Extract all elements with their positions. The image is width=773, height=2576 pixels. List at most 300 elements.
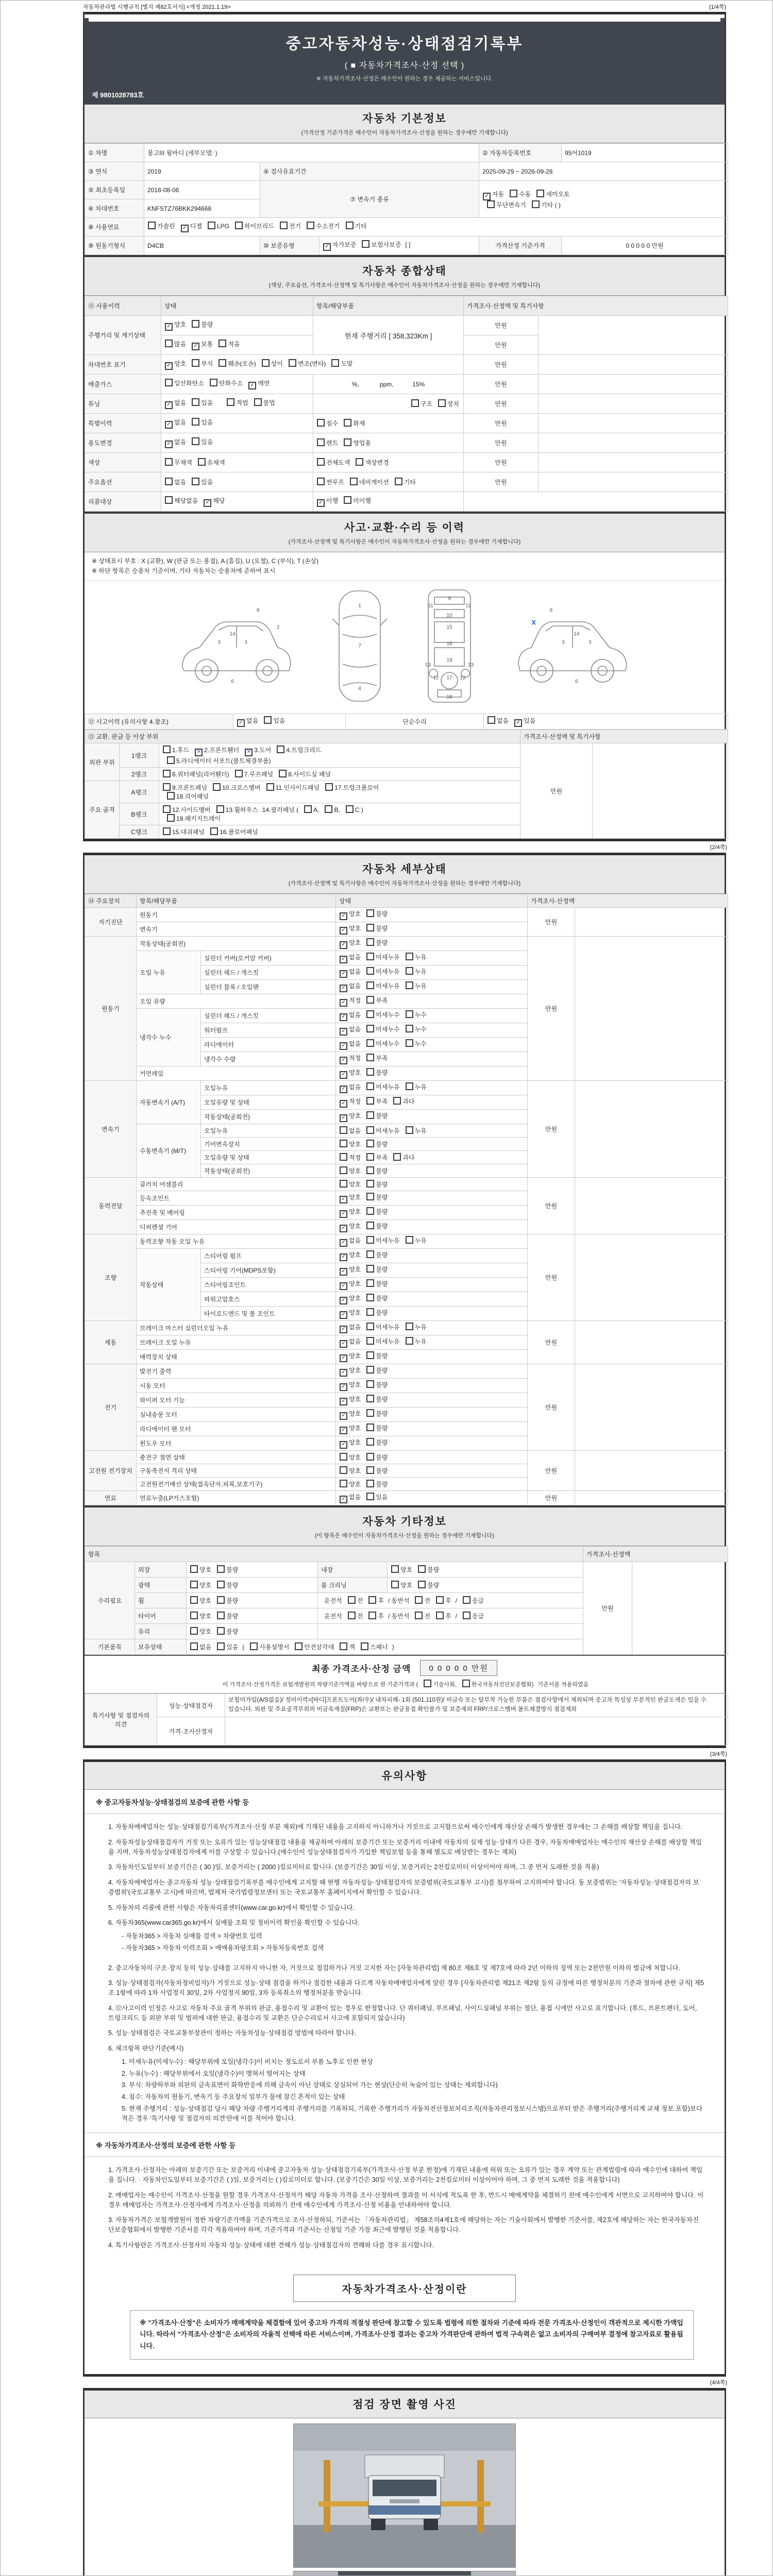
checkbox[interactable] bbox=[366, 1395, 374, 1402]
checkbox[interactable] bbox=[340, 1086, 347, 1093]
cell bbox=[159, 768, 520, 781]
checkbox[interactable] bbox=[418, 1581, 426, 1588]
page-marker-3: (3/4쪽) bbox=[710, 1751, 727, 1757]
checkbox-label: 13.휠하우스 bbox=[225, 806, 258, 814]
checkbox[interactable] bbox=[148, 222, 156, 229]
checkbox[interactable] bbox=[248, 382, 256, 389]
cell bbox=[336, 1379, 528, 1393]
checkbox[interactable] bbox=[415, 1612, 423, 1619]
checkbox[interactable] bbox=[406, 1126, 413, 1134]
checkbox[interactable] bbox=[366, 1366, 374, 1374]
checkbox[interactable] bbox=[190, 1581, 198, 1588]
checkbox[interactable] bbox=[366, 1466, 374, 1474]
cell bbox=[159, 781, 520, 803]
checkbox[interactable] bbox=[340, 1354, 347, 1362]
checkbox[interactable] bbox=[366, 1068, 374, 1076]
section-sub-detail: (가격조사·산정액 및 특기사항은 매수인이 자동차가격조사·산정을 원하는 경우에만 기재합니다) bbox=[288, 880, 521, 887]
checkbox[interactable] bbox=[406, 981, 413, 989]
cell bbox=[161, 472, 313, 492]
checkbox[interactable] bbox=[340, 999, 347, 1007]
checkbox[interactable] bbox=[366, 1054, 374, 1061]
checkbox[interactable] bbox=[340, 1412, 347, 1420]
checkbox-label: 있음 bbox=[201, 438, 213, 446]
cell: 스티어링 기어(MDPS포함) bbox=[201, 1263, 336, 1278]
checkbox[interactable] bbox=[366, 1222, 374, 1229]
checkbox[interactable] bbox=[366, 1153, 374, 1161]
checkbox-label: 양호 bbox=[349, 1266, 361, 1274]
checkbox[interactable] bbox=[317, 478, 325, 485]
base-price: 0 0 0 0 0 만원 bbox=[562, 236, 728, 255]
checkbox[interactable] bbox=[165, 421, 173, 429]
checkbox[interactable] bbox=[198, 458, 206, 466]
diagram-part-number: 9 bbox=[448, 596, 451, 602]
checkbox-label: 불량 bbox=[427, 1582, 440, 1589]
checkbox[interactable] bbox=[190, 1596, 198, 1604]
cell: 오일 누유 bbox=[137, 951, 201, 994]
checkbox[interactable] bbox=[165, 379, 173, 386]
cell: 워터펌프 bbox=[201, 1023, 336, 1038]
checkbox[interactable] bbox=[167, 756, 175, 764]
checkbox[interactable] bbox=[418, 1565, 426, 1573]
checkbox[interactable] bbox=[348, 1612, 356, 1619]
checkbox[interactable] bbox=[366, 1493, 374, 1500]
checkbox[interactable] bbox=[391, 1581, 399, 1588]
cell bbox=[318, 1593, 583, 1608]
checkbox[interactable] bbox=[340, 1297, 347, 1304]
accident-history-label: ⑫ 사고이력 (유의사항 4.참조) bbox=[85, 714, 233, 730]
checkbox[interactable] bbox=[163, 783, 171, 791]
checkbox[interactable] bbox=[340, 985, 347, 992]
checkbox[interactable] bbox=[254, 398, 262, 406]
cell bbox=[575, 1451, 728, 1491]
checkbox[interactable] bbox=[340, 1369, 347, 1377]
checkbox[interactable] bbox=[340, 1225, 347, 1232]
checkbox[interactable] bbox=[340, 1326, 347, 1333]
checkbox[interactable] bbox=[181, 225, 189, 232]
checkbox[interactable] bbox=[366, 1166, 374, 1174]
checkbox[interactable] bbox=[340, 956, 347, 963]
checkbox[interactable] bbox=[279, 770, 287, 777]
checkbox[interactable] bbox=[340, 1180, 347, 1188]
checkbox[interactable] bbox=[346, 805, 354, 813]
checkbox[interactable] bbox=[344, 496, 351, 504]
checkbox[interactable] bbox=[190, 1565, 198, 1573]
checkbox[interactable] bbox=[317, 458, 325, 466]
checkbox[interactable] bbox=[235, 770, 243, 777]
checkbox[interactable] bbox=[237, 719, 245, 727]
checkbox[interactable] bbox=[307, 222, 314, 229]
checkbox[interactable] bbox=[514, 719, 522, 727]
inline-text: 기준서를 적용하였음 bbox=[537, 1682, 589, 1688]
checkbox[interactable] bbox=[227, 398, 234, 406]
checkbox-label: 불량 bbox=[376, 1425, 388, 1432]
checkbox[interactable] bbox=[219, 359, 226, 367]
fuel-type bbox=[144, 218, 728, 236]
checkbox[interactable] bbox=[264, 716, 272, 724]
checkbox[interactable] bbox=[217, 1581, 225, 1588]
checkbox[interactable] bbox=[340, 1013, 347, 1021]
checkbox[interactable] bbox=[340, 1340, 347, 1348]
checkbox[interactable] bbox=[393, 1153, 401, 1161]
checkbox[interactable] bbox=[346, 222, 354, 229]
checkbox[interactable] bbox=[325, 783, 333, 791]
checkbox[interactable] bbox=[366, 1250, 374, 1258]
cell: 주요 골격 bbox=[85, 781, 120, 839]
checkbox[interactable] bbox=[217, 1596, 225, 1604]
checkbox[interactable] bbox=[317, 499, 325, 507]
checkbox[interactable] bbox=[366, 1480, 374, 1487]
checkbox[interactable] bbox=[217, 1627, 225, 1635]
cell: 만원 bbox=[464, 335, 539, 355]
checkbox[interactable] bbox=[366, 1438, 374, 1446]
checkbox-label: 양호 bbox=[349, 1194, 361, 1201]
cell: 특별이력 bbox=[85, 414, 161, 433]
checkbox[interactable] bbox=[366, 1180, 374, 1188]
checkbox[interactable] bbox=[340, 1100, 347, 1108]
checkbox[interactable] bbox=[366, 1423, 374, 1431]
appraisal-definition-title: 자동차가격조사·산정이란 bbox=[293, 2275, 516, 2302]
checkbox[interactable] bbox=[406, 1337, 413, 1345]
cell: 동력전달 bbox=[85, 1178, 137, 1234]
cell bbox=[336, 1151, 528, 1164]
checkbox[interactable] bbox=[361, 1642, 368, 1650]
checkbox[interactable] bbox=[340, 970, 347, 978]
checkbox[interactable] bbox=[208, 222, 215, 229]
section-band-detail bbox=[85, 855, 725, 894]
cell: 가격조사·산정액 및 특기사항 bbox=[520, 730, 728, 743]
cell: 냉각수 누수 bbox=[137, 1009, 201, 1066]
checkbox[interactable] bbox=[192, 418, 199, 426]
cell bbox=[161, 394, 313, 414]
checkbox[interactable] bbox=[340, 1166, 347, 1174]
checkbox[interactable] bbox=[163, 827, 171, 835]
checkbox[interactable] bbox=[165, 340, 173, 347]
checkbox[interactable] bbox=[340, 1057, 347, 1064]
checkbox-label: 미세누유 bbox=[376, 968, 400, 976]
checkbox[interactable] bbox=[415, 1596, 423, 1604]
checkbox[interactable] bbox=[210, 827, 218, 835]
inspector-comment: 보험미가입(A/S없음)/ 정비이력=[바디]프론트도어(좌/우)/ 내차피해- 1회 (501,110원)/ 비금속 또는 탈부착 가능한 부품은 점검사항에서 제외되며 중고차 특성상 부분적인 판금도색은 있을 수 있습니다. 외판 및 주요골격부위의 비금속재질(FRP)은 교환또는 판금용접 확인불가 및 보증제외 FRP/크로스멤버 볼트체결방식 점검제외 bbox=[225, 1694, 728, 1717]
checkbox[interactable] bbox=[344, 438, 351, 446]
checkbox-label: 부족 bbox=[376, 1154, 388, 1162]
checkbox[interactable] bbox=[366, 1025, 374, 1032]
checkbox[interactable] bbox=[340, 1282, 347, 1290]
diagram-part-number: 14 bbox=[229, 631, 236, 637]
checkbox[interactable] bbox=[366, 1323, 374, 1330]
checkbox-label: 과다 bbox=[402, 1154, 415, 1162]
checkbox[interactable] bbox=[366, 1039, 374, 1047]
checkbox[interactable] bbox=[362, 240, 369, 248]
checkbox-label: 양호 bbox=[349, 1295, 361, 1302]
checkbox[interactable] bbox=[340, 1441, 347, 1449]
checkbox-label: 침수 bbox=[326, 420, 339, 427]
checkbox[interactable] bbox=[368, 1612, 376, 1619]
checkbox[interactable] bbox=[350, 478, 358, 485]
checkbox[interactable] bbox=[277, 745, 284, 753]
checkbox[interactable] bbox=[536, 190, 544, 197]
cell: 만원 bbox=[464, 316, 539, 335]
appraiser-comment bbox=[225, 1717, 728, 1745]
checkbox[interactable] bbox=[366, 1279, 374, 1287]
checkbox[interactable] bbox=[340, 1028, 347, 1036]
checkbox[interactable] bbox=[192, 359, 199, 367]
cell bbox=[336, 1478, 528, 1491]
checkbox[interactable] bbox=[340, 1196, 347, 1204]
checkbox[interactable] bbox=[340, 1114, 347, 1122]
inline-text: 운전석 bbox=[324, 1597, 342, 1605]
checkbox[interactable] bbox=[340, 1140, 347, 1147]
cell bbox=[313, 472, 464, 492]
checkbox-label: 4.트렁크리드 bbox=[286, 747, 322, 754]
checkbox[interactable] bbox=[195, 749, 203, 756]
checkbox-label: 미세누수 bbox=[376, 1040, 400, 1048]
checkbox[interactable] bbox=[395, 478, 402, 485]
checkbox[interactable] bbox=[192, 398, 199, 406]
checkbox[interactable] bbox=[323, 243, 331, 251]
diagram-part-number: 7 bbox=[358, 643, 361, 649]
checkbox[interactable] bbox=[340, 1383, 347, 1391]
checkbox[interactable] bbox=[262, 359, 270, 367]
checkbox[interactable] bbox=[192, 343, 199, 350]
checkbox[interactable] bbox=[235, 222, 243, 229]
checkbox[interactable] bbox=[344, 419, 351, 427]
checkbox[interactable] bbox=[331, 359, 339, 367]
checkbox[interactable] bbox=[340, 912, 347, 920]
checkbox-label: 미세누유 bbox=[376, 1338, 400, 1346]
checkbox[interactable] bbox=[217, 1565, 225, 1573]
checkbox-label: 양호 bbox=[349, 1141, 361, 1148]
checkbox[interactable] bbox=[217, 1612, 225, 1619]
checkbox[interactable] bbox=[289, 359, 296, 367]
checkbox[interactable] bbox=[340, 1427, 347, 1434]
checkbox-label: 양호 bbox=[400, 1566, 413, 1574]
checkbox[interactable] bbox=[366, 1337, 374, 1345]
checkbox[interactable] bbox=[406, 1082, 413, 1090]
checkbox[interactable] bbox=[366, 1082, 374, 1090]
checkbox[interactable] bbox=[406, 1323, 413, 1330]
checkbox[interactable] bbox=[192, 478, 199, 485]
checkbox[interactable] bbox=[463, 1612, 470, 1619]
checkbox[interactable] bbox=[192, 320, 199, 328]
checkbox[interactable] bbox=[348, 1596, 356, 1604]
checkbox[interactable] bbox=[210, 379, 217, 386]
checkbox[interactable] bbox=[366, 996, 374, 1004]
checkbox[interactable] bbox=[165, 362, 173, 370]
checkbox[interactable] bbox=[340, 1153, 347, 1161]
checkbox[interactable] bbox=[366, 967, 374, 975]
checkbox[interactable] bbox=[192, 437, 199, 445]
checkbox[interactable] bbox=[304, 805, 312, 813]
checkbox[interactable] bbox=[406, 1025, 413, 1032]
checkbox[interactable] bbox=[366, 1010, 374, 1018]
checkbox[interactable] bbox=[340, 1253, 347, 1261]
checkbox[interactable] bbox=[366, 909, 374, 917]
checkbox[interactable] bbox=[366, 924, 374, 931]
checkbox-label: 불량 bbox=[201, 321, 213, 328]
checkbox[interactable] bbox=[391, 1565, 399, 1573]
cell bbox=[318, 1608, 583, 1624]
checkbox-label: 전 bbox=[357, 1613, 363, 1620]
checkbox[interactable] bbox=[213, 783, 221, 791]
checkbox[interactable] bbox=[250, 1642, 258, 1650]
checkbox[interactable] bbox=[340, 1268, 347, 1276]
checkbox[interactable] bbox=[366, 1453, 374, 1461]
notice-item: - 자동차365 > 자동차 이력조회 > 매매용차량조회 > 자동차등록번호 검색 bbox=[122, 1944, 324, 1952]
cell bbox=[161, 375, 313, 394]
cell bbox=[187, 1593, 318, 1608]
checkbox[interactable] bbox=[406, 1039, 413, 1047]
checkbox[interactable] bbox=[368, 1596, 376, 1604]
checkbox[interactable] bbox=[438, 399, 446, 407]
checkbox[interactable] bbox=[340, 927, 347, 935]
checkbox[interactable] bbox=[463, 1596, 470, 1604]
checkbox[interactable] bbox=[190, 1627, 198, 1635]
checkbox[interactable] bbox=[366, 1140, 374, 1147]
checkbox[interactable] bbox=[393, 1097, 401, 1105]
checkbox[interactable] bbox=[366, 1380, 374, 1388]
checkbox[interactable] bbox=[411, 399, 419, 407]
page-marker-1: (1/4쪽) bbox=[709, 4, 726, 10]
checkbox-label: 양호 bbox=[349, 1069, 361, 1077]
checkbox[interactable] bbox=[406, 1010, 413, 1018]
checkbox-label: 없음 bbox=[349, 982, 361, 990]
cell bbox=[336, 1292, 528, 1307]
checkbox[interactable] bbox=[219, 340, 226, 347]
checkbox[interactable] bbox=[295, 1642, 303, 1650]
cell bbox=[336, 1220, 528, 1234]
diagram-part-number: 18 bbox=[446, 694, 452, 700]
checkbox[interactable] bbox=[366, 1351, 374, 1359]
checkbox-label: 기술사회, bbox=[433, 1682, 457, 1688]
checkbox[interactable] bbox=[510, 190, 517, 197]
checkbox[interactable] bbox=[340, 1480, 347, 1487]
checkbox[interactable] bbox=[532, 200, 540, 208]
cell: 연료누출(LP가스포함) bbox=[137, 1491, 336, 1505]
checkbox[interactable] bbox=[165, 440, 173, 448]
checkbox[interactable] bbox=[340, 1398, 347, 1405]
checkbox[interactable] bbox=[317, 419, 325, 427]
cell: 만원 bbox=[464, 375, 539, 394]
checkbox-label: 불법 bbox=[263, 399, 275, 406]
cell: 수리필요 bbox=[85, 1562, 135, 1639]
checkbox[interactable] bbox=[366, 1294, 374, 1301]
final-price-block bbox=[85, 1655, 725, 1693]
cell: 내장 bbox=[318, 1562, 388, 1578]
checkbox[interactable] bbox=[163, 745, 171, 753]
checkbox[interactable] bbox=[216, 805, 224, 813]
checkbox[interactable] bbox=[340, 1239, 347, 1247]
checkbox[interactable] bbox=[266, 783, 274, 791]
checkbox-label: 없음 bbox=[174, 399, 187, 406]
checkbox[interactable] bbox=[366, 1097, 374, 1105]
diagram-underbody bbox=[416, 587, 483, 705]
notice-item: 4. 특기사항란은 가격조사·산정자의 자동차 성능·상태에 대한 견해가 성능·상태점검자의 견해와 다를 경우 표시합니다. bbox=[108, 2241, 434, 2249]
checkbox-label: 불량 bbox=[376, 910, 388, 918]
checkbox[interactable] bbox=[245, 749, 253, 756]
checkbox[interactable] bbox=[488, 716, 495, 724]
checkbox[interactable] bbox=[217, 1642, 225, 1650]
checkbox[interactable] bbox=[366, 1126, 374, 1134]
panel-rank-table bbox=[85, 730, 728, 839]
checkbox[interactable] bbox=[165, 458, 173, 466]
service-note: ※ 자동차가격조사·산정은 매수인이 원하는 경우 제공하는 서비스입니다. bbox=[316, 76, 493, 82]
checkbox[interactable] bbox=[165, 478, 173, 485]
checkbox[interactable] bbox=[163, 805, 171, 813]
checkbox[interactable] bbox=[366, 1193, 374, 1200]
cell bbox=[575, 1234, 728, 1321]
checkbox[interactable] bbox=[340, 941, 347, 949]
checkbox[interactable] bbox=[317, 438, 325, 446]
checkbox[interactable] bbox=[366, 1409, 374, 1417]
diagram-side-left bbox=[170, 587, 304, 705]
checkbox[interactable] bbox=[366, 1308, 374, 1316]
checkbox[interactable] bbox=[167, 792, 175, 800]
checkbox[interactable] bbox=[366, 938, 374, 946]
checkbox[interactable] bbox=[167, 814, 175, 822]
checkbox-label: 네비게이션 bbox=[359, 479, 389, 486]
cell bbox=[336, 1191, 528, 1206]
checkbox[interactable] bbox=[487, 200, 495, 208]
checkbox[interactable] bbox=[340, 1210, 347, 1218]
checkbox[interactable] bbox=[436, 1612, 444, 1619]
checkbox-label: 누유 bbox=[414, 968, 427, 976]
cell bbox=[336, 1124, 528, 1138]
checkbox[interactable] bbox=[483, 193, 491, 200]
checkbox[interactable] bbox=[340, 1642, 347, 1650]
checkbox[interactable] bbox=[340, 1311, 347, 1319]
checkbox[interactable] bbox=[406, 953, 413, 960]
checkbox[interactable] bbox=[340, 1042, 347, 1050]
checkbox[interactable] bbox=[165, 496, 173, 504]
checkbox-label: 없음 bbox=[246, 717, 259, 725]
checkbox[interactable] bbox=[366, 981, 374, 989]
checkbox[interactable] bbox=[340, 1126, 347, 1134]
cell bbox=[336, 1451, 528, 1464]
notice-item: 3. 자동차가격은 보험개발원이 정한 차량기준가액을 기준가격으로 조사·산정하되, 기준서는 「자동차관리법」 제58조의4제1호에 해당하는 자는 기술사회에서 발행한 기준서를, 제2호에 해당하는 자는 한국자동차진단보증협회에서 발행한 기준서를 각각 적용하여야 하며, 기준가격과 기준서는 산정일 기준 가장 최근에 발행된 것을 적용합니다. bbox=[108, 2216, 699, 2233]
checkbox[interactable] bbox=[366, 953, 374, 960]
checkbox-label: 불량 bbox=[376, 1309, 388, 1317]
checkbox[interactable] bbox=[406, 967, 413, 975]
checkbox[interactable] bbox=[165, 401, 173, 409]
checkbox[interactable] bbox=[366, 1236, 374, 1244]
checkbox[interactable] bbox=[340, 1071, 347, 1079]
checkbox-label: 미세누수 bbox=[376, 1011, 400, 1019]
checkbox[interactable] bbox=[204, 499, 211, 507]
checkbox[interactable] bbox=[436, 1596, 444, 1604]
checkbox[interactable] bbox=[280, 222, 288, 229]
checkbox[interactable] bbox=[325, 805, 332, 813]
checkbox-label: 누유 bbox=[414, 1338, 427, 1346]
checkbox[interactable] bbox=[340, 1466, 347, 1474]
checkbox[interactable] bbox=[190, 1642, 198, 1650]
checkbox[interactable] bbox=[163, 770, 171, 777]
checkbox[interactable] bbox=[340, 1453, 347, 1461]
checkbox[interactable] bbox=[366, 1207, 374, 1215]
checkbox[interactable] bbox=[340, 1496, 347, 1503]
checkbox[interactable] bbox=[366, 1265, 374, 1273]
checkbox[interactable] bbox=[366, 1111, 374, 1119]
checkbox[interactable] bbox=[190, 1612, 198, 1619]
checkbox[interactable] bbox=[165, 323, 173, 331]
checkbox[interactable] bbox=[406, 1236, 413, 1244]
section-title-basic: 자동차 기본정보 bbox=[362, 113, 447, 125]
checkbox[interactable] bbox=[356, 458, 363, 466]
diagram-part-number: 8 bbox=[549, 607, 553, 614]
checkbox-label: 불량 bbox=[376, 1454, 388, 1462]
checkbox[interactable] bbox=[424, 1680, 431, 1687]
checkbox-label: 양호 bbox=[349, 1367, 361, 1375]
checkbox[interactable] bbox=[462, 1680, 470, 1687]
